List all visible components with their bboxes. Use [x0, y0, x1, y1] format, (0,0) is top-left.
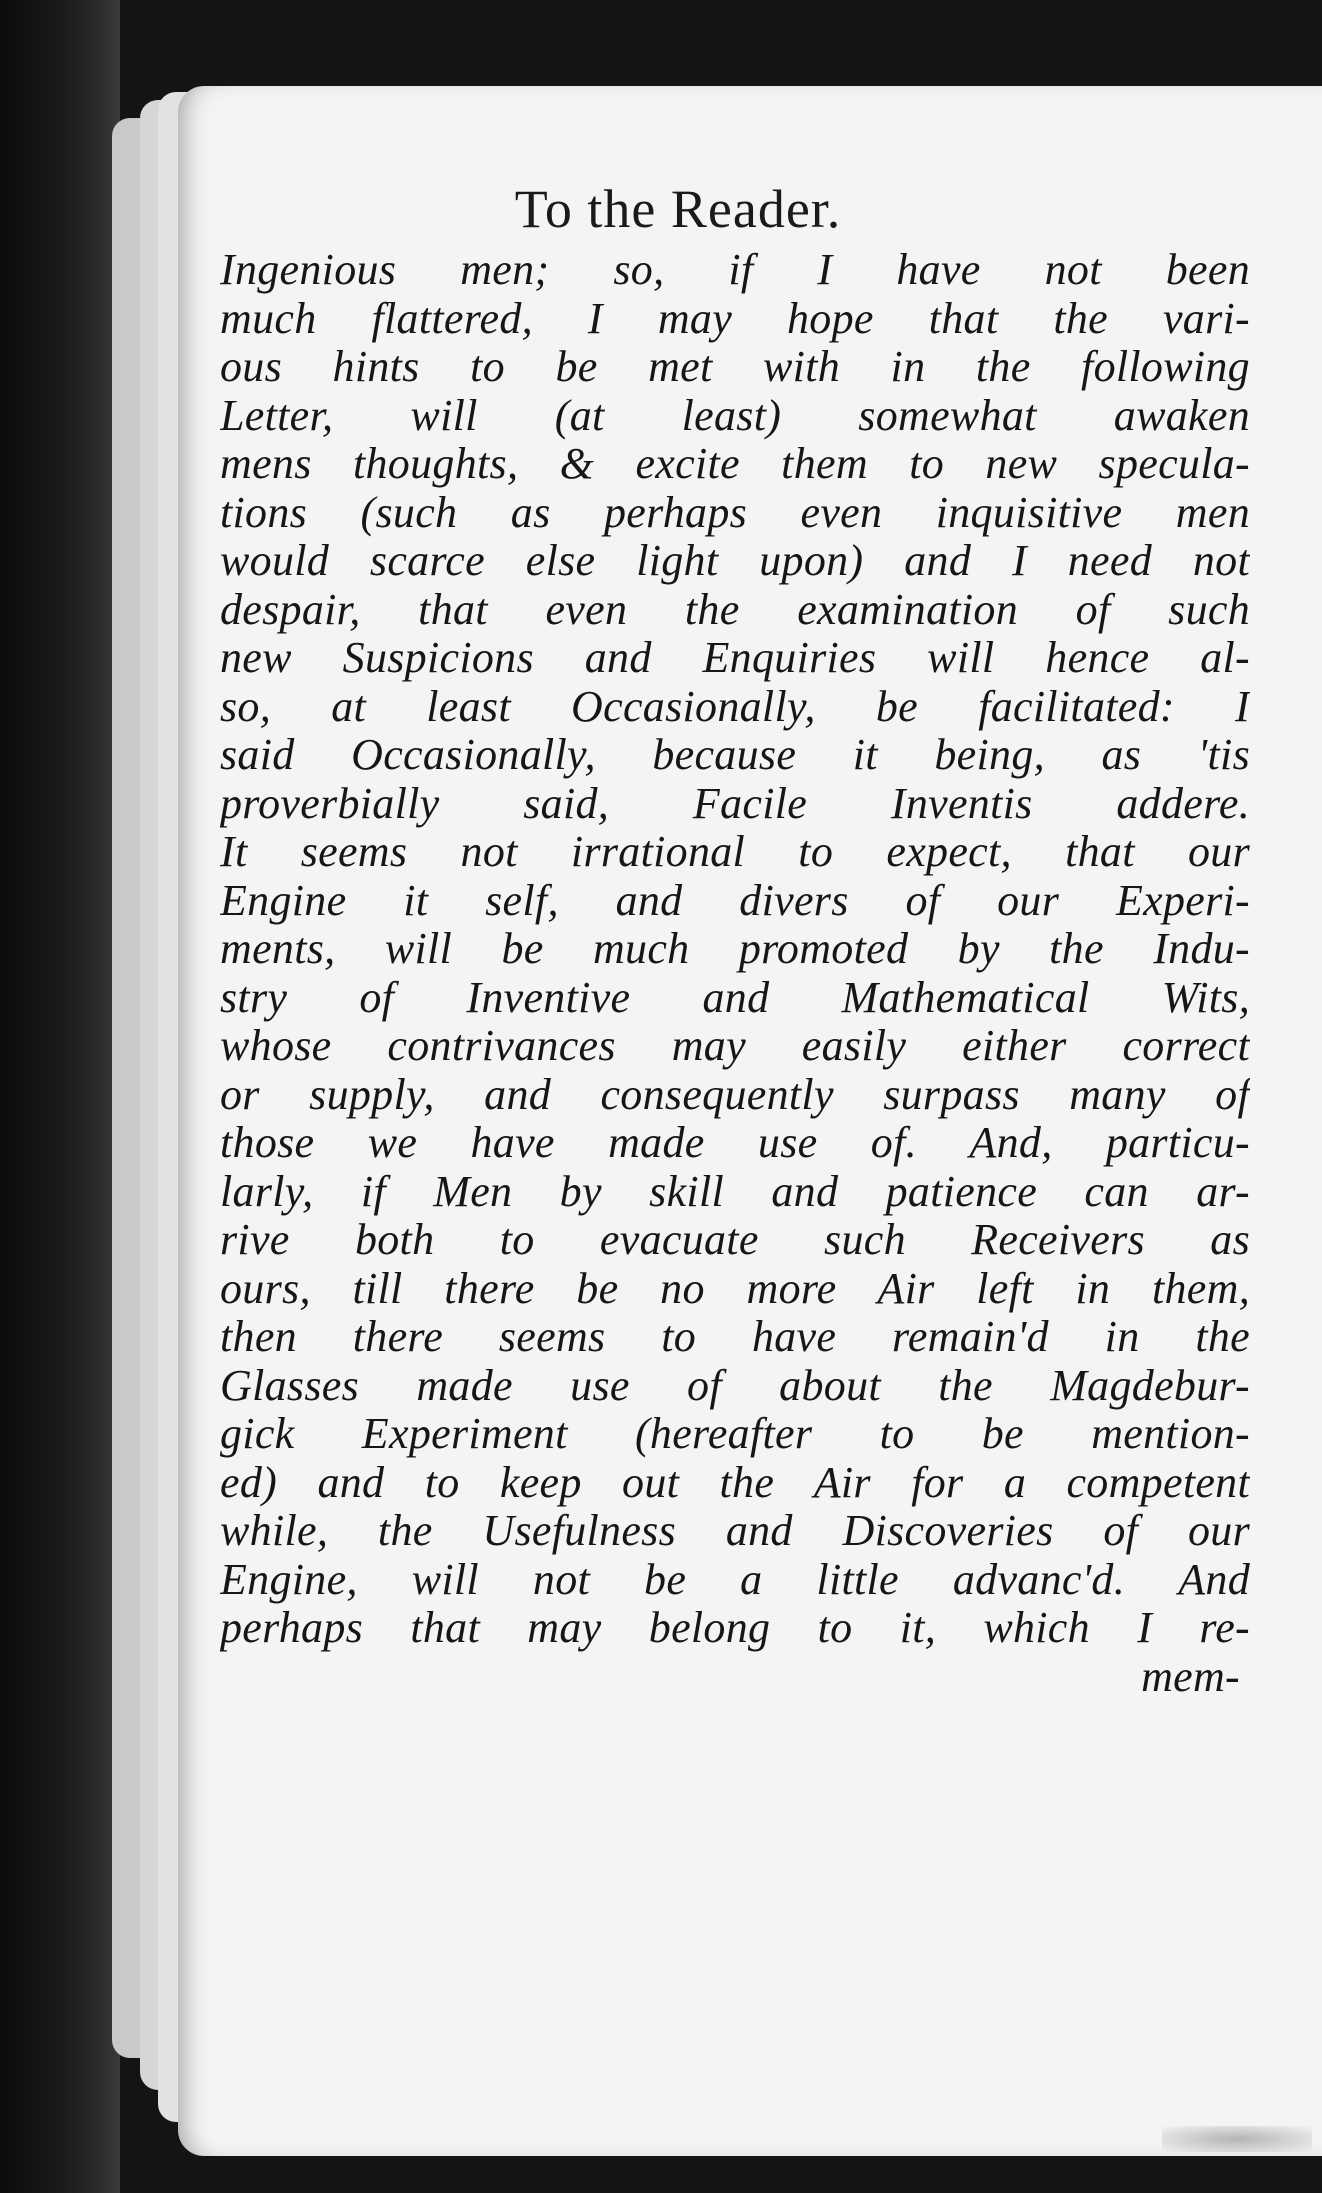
text-line: perhaps that may belong to it, which I re-	[220, 1604, 1250, 1652]
text-line: Ingenious men; so, if I have not been	[220, 246, 1250, 294]
text-line: ed) and to keep out the Air for a competent	[220, 1458, 1250, 1507]
running-head: To the Reader.	[514, 179, 842, 239]
text-line: mens thoughts, & excite them to new specula-	[220, 440, 1250, 488]
text-line: Glasses made use of about the Magdebur-	[220, 1361, 1250, 1410]
text-line: would scarce else light upon) and I need not	[220, 537, 1250, 585]
text-line: despair, that even the examination of such	[220, 585, 1250, 634]
text-line: while, the Usefulness and Discoveries of our	[220, 1507, 1250, 1555]
text-line: Engine, will not be a little advanc'd. And	[220, 1555, 1250, 1604]
text-line: It seems not irrational to expect, that our	[220, 828, 1250, 876]
text-line: then there seems to have remain'd in the	[220, 1313, 1250, 1361]
text-line: so, at least Occasionally, be facilitated: I	[220, 682, 1250, 731]
page-smudge	[1162, 2126, 1312, 2152]
text-line: much flattered, I may hope that the vari-	[220, 294, 1250, 343]
text-line: whose contrivances may easily either correct	[220, 1022, 1250, 1070]
text-line: stry of Inventive and Mathematical Wits,	[220, 973, 1250, 1022]
catchword: mem-	[1141, 1652, 1240, 1701]
text-line: new Suspicions and Enquiries will hence al-	[220, 634, 1250, 682]
text-line: ments, will be much promoted by the Indu-	[220, 925, 1250, 973]
body-text	[220, 246, 1250, 1701]
text-line: proverbially said, Facile Inventis addere.	[220, 779, 1250, 828]
text-line: said Occasionally, because it being, as 'tis	[220, 731, 1250, 779]
text-line: tions (such as perhaps even inquisitive men	[220, 488, 1250, 537]
text-line: rive both to evacuate such Receivers as	[220, 1216, 1250, 1264]
text-line: larly, if Men by skill and patience can ar-	[220, 1167, 1250, 1216]
text-line: ours, till there be no more Air left in them,	[220, 1264, 1250, 1313]
text-line: or supply, and consequently surpass many of	[220, 1070, 1250, 1119]
book-page	[178, 86, 1322, 2156]
text-line: Letter, will (at least) somewhat awaken	[220, 391, 1250, 440]
text-line: Engine it self, and divers of our Experi-	[220, 876, 1250, 925]
text-line: gick Experiment (hereafter to be mention-	[220, 1410, 1250, 1458]
book-binding	[0, 0, 120, 2193]
text-line: ous hints to be met with in the following	[220, 343, 1250, 391]
text-line: those we have made use of. And, particu-	[220, 1119, 1250, 1167]
